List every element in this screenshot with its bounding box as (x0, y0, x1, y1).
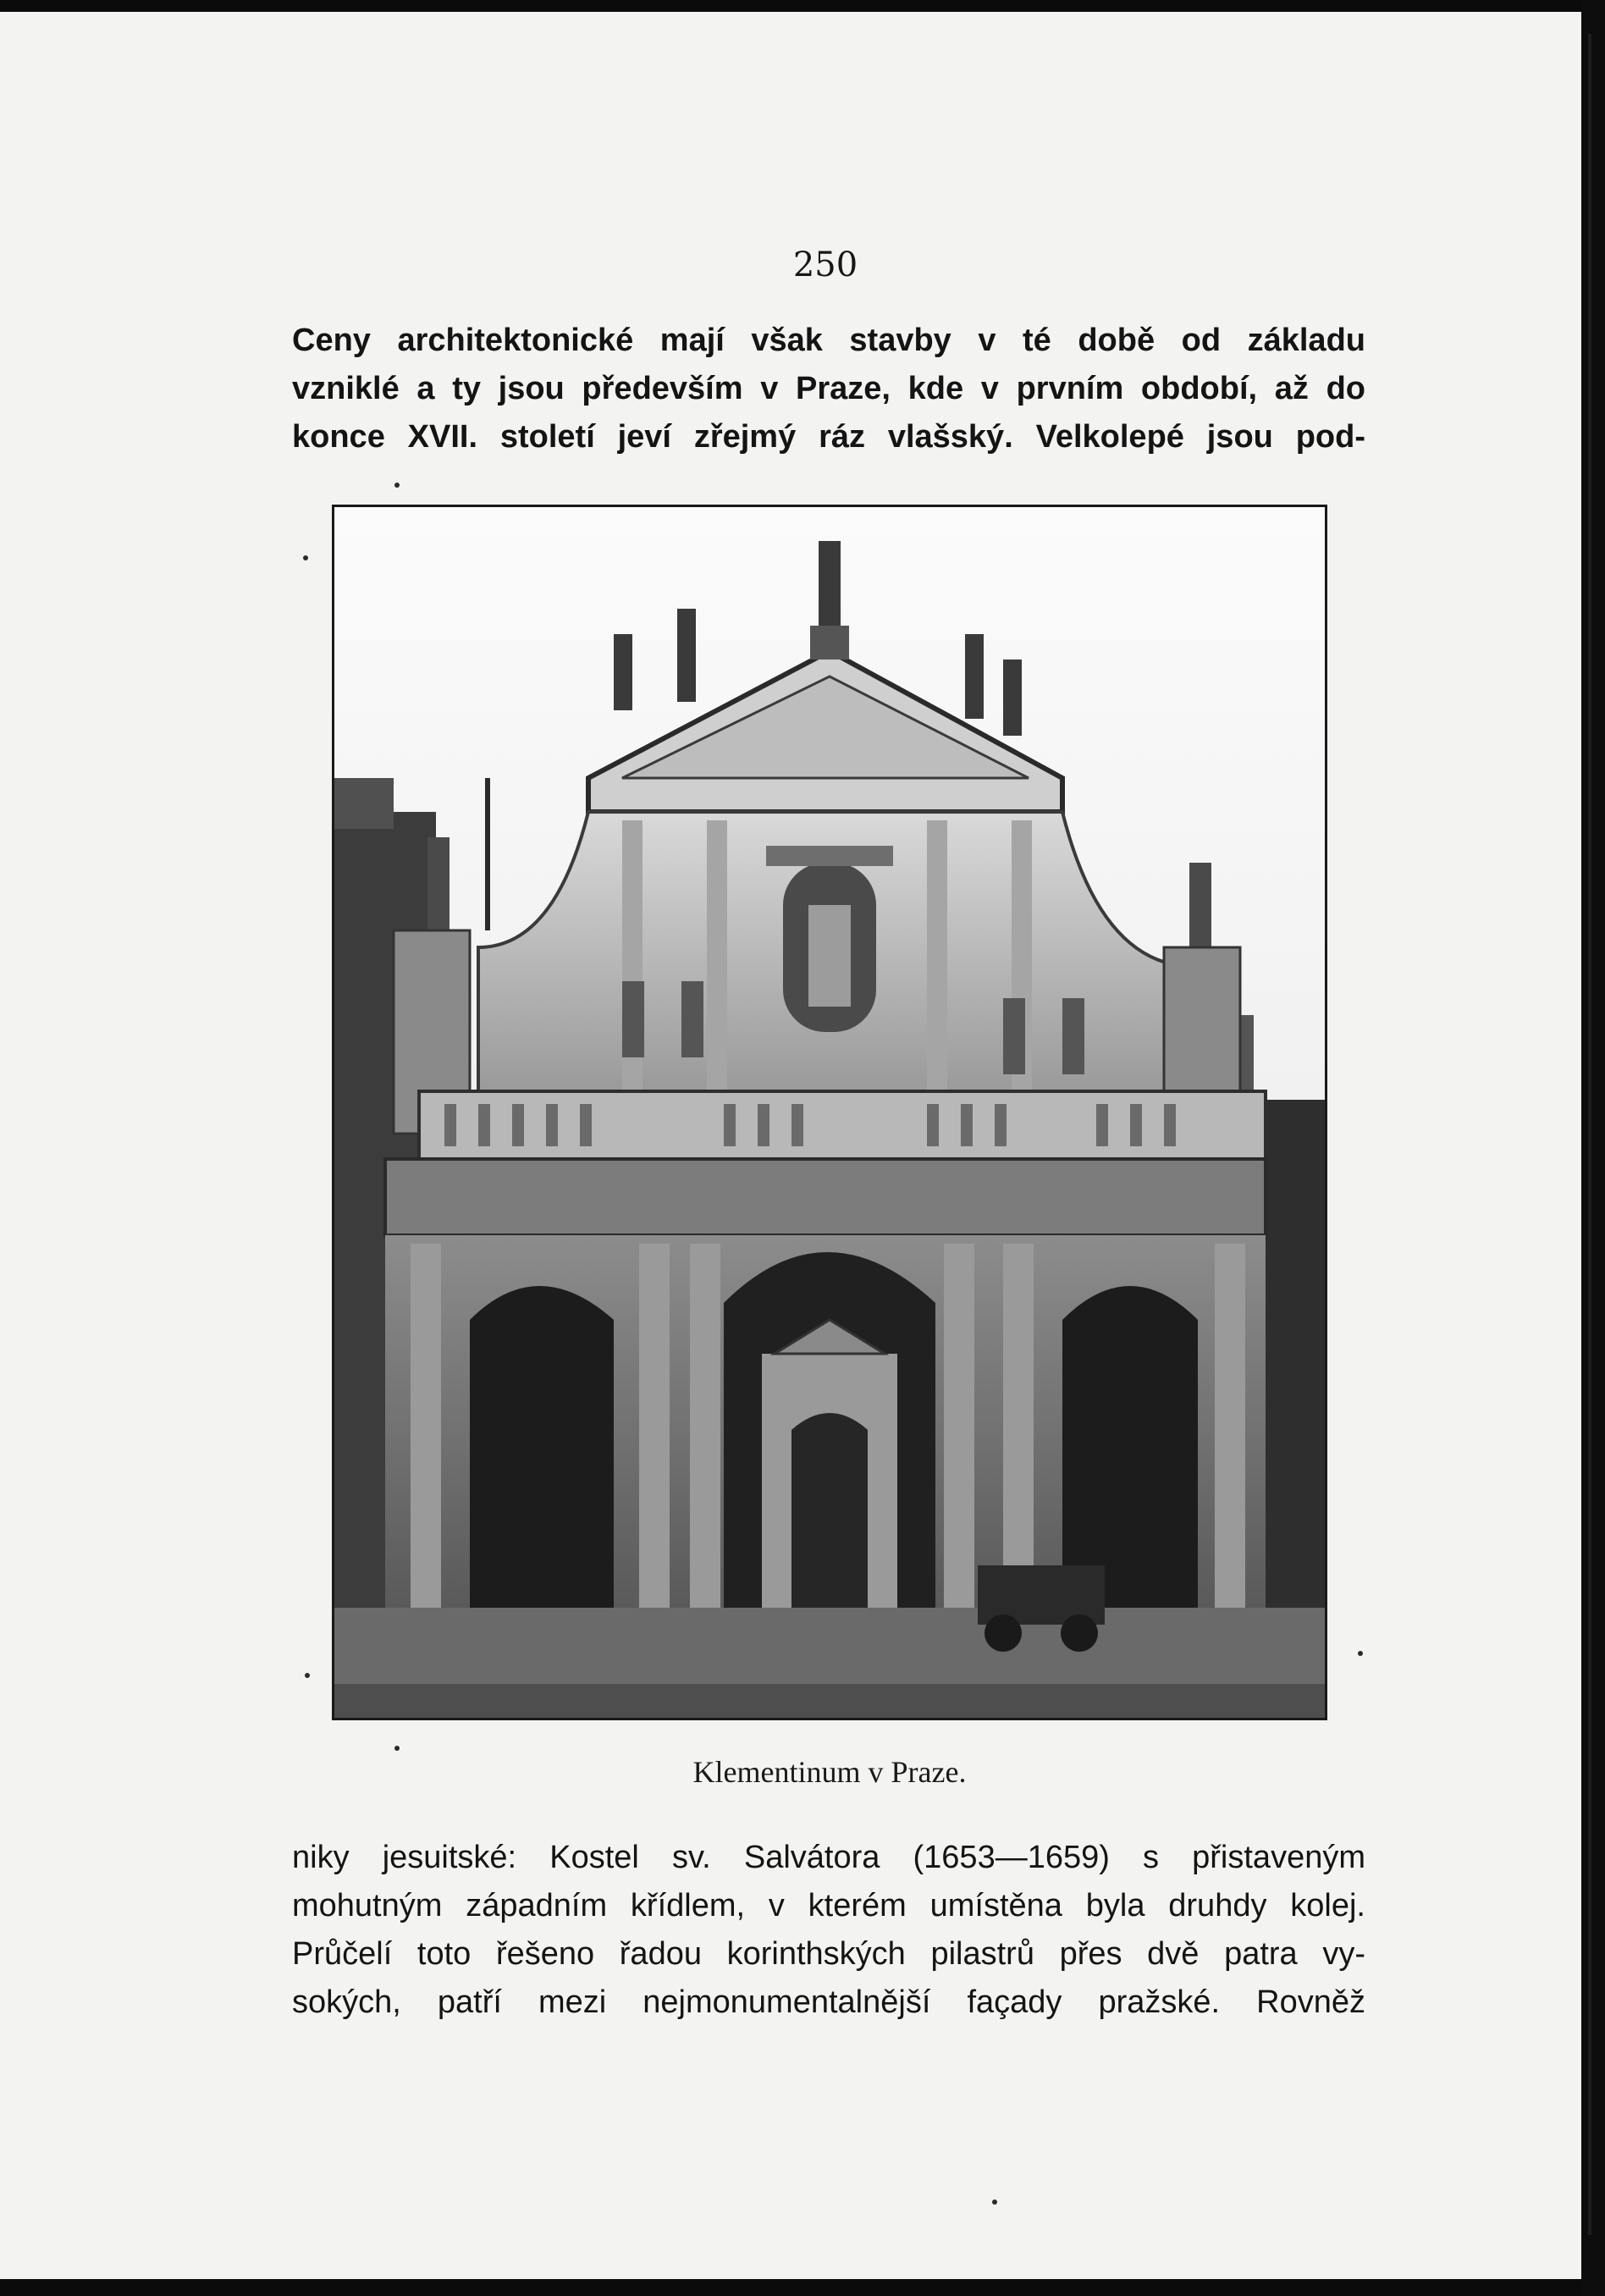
paragraph-bottom (292, 1834, 1365, 2027)
text-line: niky jesuitské: Kostel sv. Salvátora (1653—1659) s přistaveným (292, 1840, 1365, 1875)
church-facade-photo (332, 505, 1327, 1720)
text-line: Průčelí toto řešeno řadou korinthských pilastrů přes dvě patra vy- (292, 1936, 1365, 1972)
scan-speck (992, 2199, 997, 2205)
text-line: mohutným západním křídlem, v kterém umístěna byla druhdy kolej. (292, 1888, 1365, 1923)
scan-speck (1358, 1651, 1363, 1656)
scan-speck (394, 1746, 400, 1751)
paragraph-top (292, 317, 1365, 461)
facade-illustration (334, 507, 1325, 1718)
figure-caption: Klementinum v Praze. (692, 1755, 967, 1789)
scan-speck (394, 483, 400, 488)
text-line: Ceny architektonické mají však stavby v té době od základu (292, 323, 1365, 358)
scan-edge (1581, 0, 1605, 2296)
page-number: 250 (792, 246, 858, 284)
scan-speck (305, 1673, 310, 1678)
text-line: sokých, patří mezi nejmonumentalnější façady pražské. Rovněž (292, 1984, 1365, 2020)
scan-speck (303, 555, 308, 560)
text-line: vzniklé a ty jsou především v Praze, kde v prvním období, až do (292, 371, 1365, 406)
text-line: konce XVII. století jeví zřejmý ráz vlašský. Velkolepé jsou pod- (292, 419, 1365, 455)
